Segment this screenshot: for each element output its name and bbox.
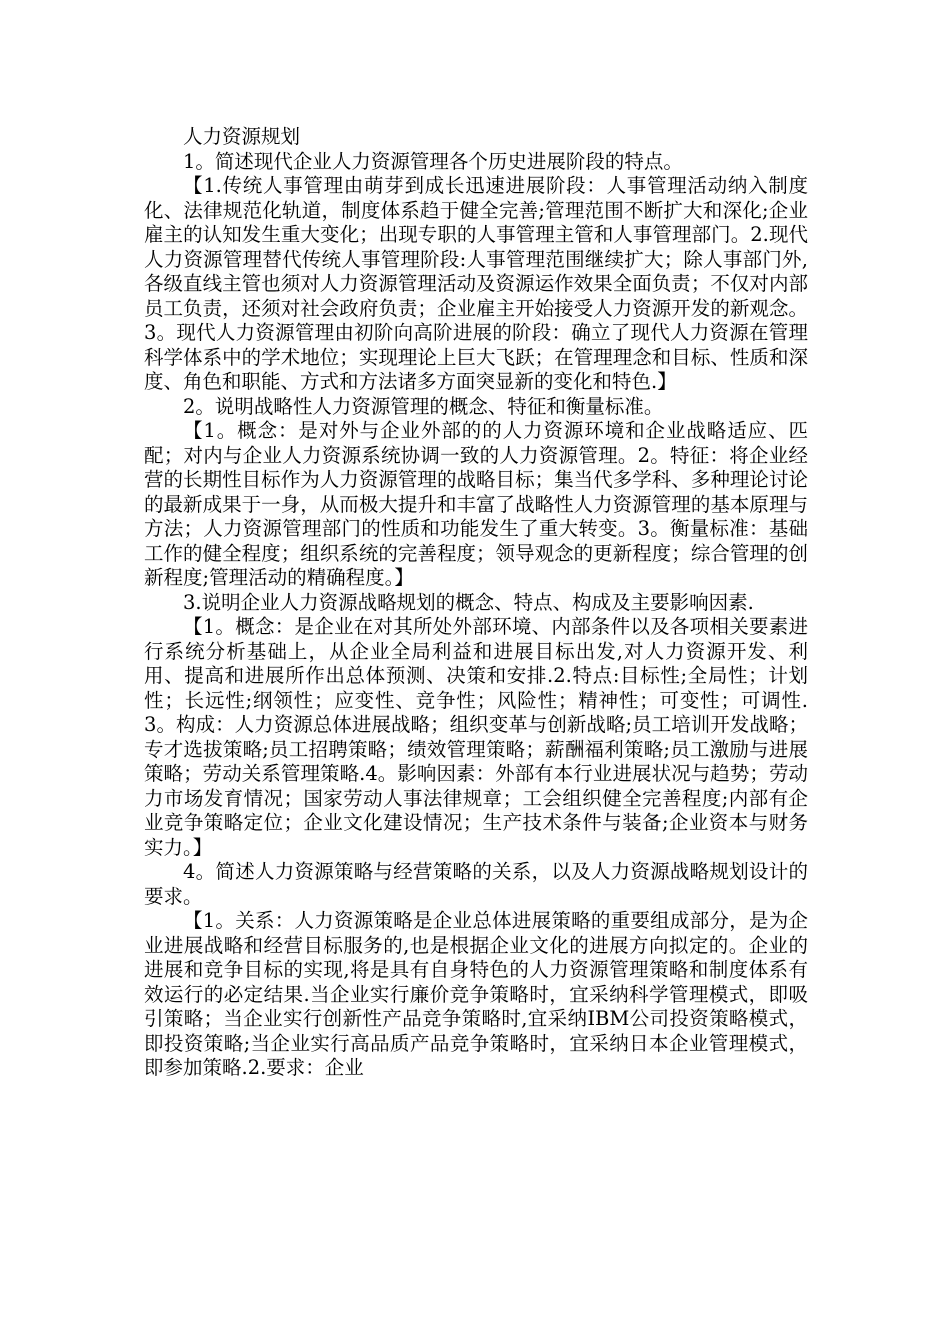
answer-3: 【1。概念：是企业在对其所处外部环境、内部条件以及各项相关要素进行系统分析基础上，从企业全局利益和进展目标出发,对人力资源开发、利用、提高和进展所作出总体预测、决策和安排.2.特点:目标性;全局性；计划性；长远性;纲领性；应变性、竞争性；风险性；精神性；可变性；可调性.3。构成：人力资源总体进展战略；组织变革与创新战略;员工培训开发战略；专才选拔策略;员工招聘策略；绩效管理策略；薪酬福利策略;员工激励与进展策略；劳动关系管理策略.4。影响因素：外部有本行业进展状况与趋势；劳动力市场发育情况；国家劳动人事法律规章；工会组织健全完善程度;内部有企业竞争策略定位；企业文化建设情况；生产技术条件与装备;企业资本与财务实力。】 — [144, 615, 808, 859]
answer-4: 【1。关系：人力资源策略是企业总体进展策略的重要组成部分，是为企业进展战略和经营目标服务的,也是根据企业文化的进展方向拟定的。企业的进展和竞争目标的实现,将是具有自身特色的人力资源管理策略和制度体系有效运行的必定结果.当企业实行廉价竞争策略时，宜采纳科学管理模式，即吸引策略；当企业实行创新性产品竞争策略时,宜采纳IBM公司投资策略模式，即投资策略;当企业实行高品质产品竞争策略时，宜采纳日本企业管理模式，即参加策略.2.要求：企业 — [144, 909, 808, 1079]
question-1: 1。简述现代企业人力资源管理各个历史进展阶段的特点。 — [183, 149, 683, 173]
section-title: 人力资源规划 — [183, 125, 301, 148]
question-4: 4。简述人力资源策略与经营策略的关系，以及人力资源战略规划设计的要求。 — [144, 860, 808, 908]
document-page — [144, 125, 808, 1081]
question-2: 2。说明战略性人力资源管理的概念、特征和衡量标准。 — [183, 394, 664, 418]
answer-2: 【1。概念：是对外与企业外部的的人力资源环境和企业战略适应、匹配；对内与企业人力资源系统协调一致的人力资源管理。2。特征：将企业经营的长期性目标作为人力资源管理的战略目标；集当代多学科、多种理论讨论的最新成果于一身，从而极大提升和丰富了战略性人力资源管理的基本原理与方法；人力资源管理部门的性质和功能发生了重大转变。3。衡量标准：基础工作的健全程度；组织系统的完善程度；领导观念的更新程度；综合管理的创新程度;管理活动的精确程度。】 — [144, 419, 808, 589]
answer-1: 【1.传统人事管理由萌芽到成长迅速进展阶段：人事管理活动纳入制度化、法律规范化轨道，制度体系趋于健全完善;管理范围不断扩大和深化;企业雇主的认知发生重大变化；出现专职的人事管理主管和人事管理部门。2.现代人力资源管理替代传统人事管理阶段:人事管理范围继续扩大；除人事部门外,各级直线主管也须对人力资源管理活动及资源运作效果全面负责；不仅对内部员工负责，还须对社会政府负责；企业雇主开始接受人力资源开发的新观念。3。现代人力资源管理由初阶向高阶进展的阶段：确立了现代人力资源在管理科学体系中的学术地位；实现理论上巨大飞跃；在管理理念和目标、性质和深度、角色和职能、方式和方法诸多方面突显新的变化和特色.】 — [144, 174, 808, 393]
question-3: 3.说明企业人力资源战略规划的概念、特点、构成及主要影响因素. — [183, 590, 754, 614]
